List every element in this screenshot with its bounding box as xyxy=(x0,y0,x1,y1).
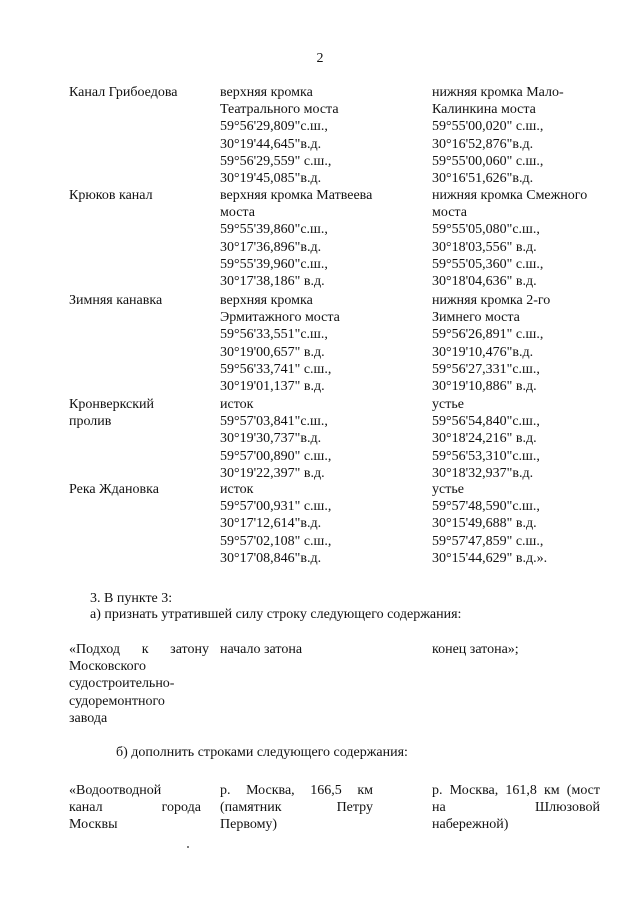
canal-end-cell xyxy=(432,396,617,482)
canal-start-cell xyxy=(220,187,415,290)
canal-start-line: 30°19'45,085"в.д. xyxy=(220,170,322,186)
removed-row-start-line: начало затона xyxy=(220,642,303,657)
point3-heading: 3. В пункте 3: xyxy=(90,591,173,606)
canal-end-line: 59°56'26,891" с.ш., xyxy=(432,327,544,343)
canal-end-line: 59°57'48,590"с.ш., xyxy=(432,499,540,515)
canal-end-line: устье xyxy=(432,482,464,497)
added-row-start xyxy=(220,782,373,834)
added-row-name xyxy=(69,782,201,834)
canal-end-cell xyxy=(432,481,617,567)
added-row-name-line: канал города xyxy=(69,800,201,816)
canal-end-line: нижняя кромка 2-го xyxy=(432,293,551,308)
removed-row-name-line: «Подход к затону xyxy=(69,642,209,657)
removed-row-start xyxy=(220,641,415,658)
canal-end-cell xyxy=(432,84,617,187)
canal-end-line: 59°55'00,020" с.ш., xyxy=(432,119,544,135)
canal-end-line: нижняя кромка Мало- xyxy=(432,85,564,100)
canal-name-cell xyxy=(69,292,209,309)
canal-start-line: 59°57'03,841"с.ш., xyxy=(220,414,328,430)
canal-end-line: 30°19'10,476"в.д. xyxy=(432,344,534,360)
canal-name-line: Зимняя канавка xyxy=(69,293,163,308)
canal-name-cell xyxy=(69,84,209,101)
canal-end-line: 30°15'44,629" в.д.». xyxy=(432,550,548,566)
canal-start-line: 30°19'44,645"в.д. xyxy=(220,136,322,152)
point3-b-text: б) дополнить строками следующего содержания: xyxy=(116,745,408,760)
canal-start-cell xyxy=(220,396,415,482)
removed-row-name xyxy=(69,641,209,727)
added-row-start-line: Первому) xyxy=(220,817,278,833)
canal-name-cell xyxy=(69,187,209,204)
canal-start-line: 30°17'38,186" в.д. xyxy=(220,273,325,289)
added-row-end-line: набережной) xyxy=(432,817,509,833)
canal-start-line: моста xyxy=(220,205,255,221)
canal-start-line: 59°56'33,551"с.ш., xyxy=(220,327,328,343)
canal-end-line: 59°56'54,840"с.ш., xyxy=(432,414,540,430)
canal-start-line: Эрмитажного моста xyxy=(220,310,340,326)
canal-end-line: 30°16'51,626"в.д. xyxy=(432,170,534,186)
canal-end-line: 30°16'52,876"в.д. xyxy=(432,136,534,152)
added-row-name-line: «Водоотводной xyxy=(69,783,162,798)
canal-end-line: 59°55'05,080"с.ш., xyxy=(432,222,540,238)
canal-start-line: 30°19'00,657" в.д. xyxy=(220,344,325,360)
removed-row-name-line: завода xyxy=(69,710,108,726)
canal-start-line: 30°17'08,846"в.д. xyxy=(220,550,322,566)
canal-name-line: пролив xyxy=(69,414,112,430)
removed-row-end xyxy=(432,641,617,658)
canal-start-cell xyxy=(220,481,415,567)
canal-end-line: устье xyxy=(432,397,464,412)
canal-end-line: 30°18'03,556" в.д. xyxy=(432,239,537,255)
canal-start-line: 30°17'36,896"в.д. xyxy=(220,239,322,255)
canal-start-line: исток xyxy=(220,482,254,497)
canal-name-line: Река Ждановка xyxy=(69,482,159,497)
canal-end-cell xyxy=(432,187,617,290)
canal-end-line: Зимнего моста xyxy=(432,310,520,326)
canal-start-line: 30°19'01,137" в.д. xyxy=(220,378,325,394)
removed-row-name-line: судостроительно- xyxy=(69,676,175,692)
removed-row-name-line: Московского xyxy=(69,659,146,675)
canal-start-line: 59°57'02,108" с.ш., xyxy=(220,533,332,549)
canal-end-line: 30°15'49,688" в.д. xyxy=(432,516,537,532)
canal-name-line: Кронверкский xyxy=(69,397,155,412)
canal-start-line: Театрального моста xyxy=(220,102,339,118)
removed-row-end-line: конец затона»; xyxy=(432,642,519,657)
point3-a-text: а) признать утратившей силу строку следующего содержания: xyxy=(90,607,462,622)
added-row-end-line: на Шлюзовой xyxy=(432,800,600,816)
canal-name-cell xyxy=(69,396,209,430)
canal-start-line: 59°55'39,860"с.ш., xyxy=(220,222,328,238)
added-row-start-line: (памятник Петру xyxy=(220,800,373,816)
canal-end-line: 59°55'05,360" с.ш., xyxy=(432,256,544,272)
canal-start-line: 59°56'29,809"с.ш., xyxy=(220,119,328,135)
canal-end-line: 59°56'27,331"с.ш., xyxy=(432,361,540,377)
canal-start-line: 59°55'39,960"с.ш., xyxy=(220,256,328,272)
canal-end-line: моста xyxy=(432,205,467,221)
added-row-end xyxy=(432,782,600,834)
canal-end-line: нижняя кромка Смежного xyxy=(432,188,588,203)
canal-name-line: Канал Грибоедова xyxy=(69,85,178,100)
canal-start-line: исток xyxy=(220,397,254,412)
added-row-end-line: р. Москва, 161,8 км (мост xyxy=(432,783,600,798)
canal-name-cell xyxy=(69,481,209,498)
canal-start-line: 30°17'12,614"в.д. xyxy=(220,516,322,532)
canal-end-line: Калинкина моста xyxy=(432,102,536,118)
scan-speck xyxy=(187,846,189,848)
canal-start-line: 59°56'33,741" с.ш., xyxy=(220,361,332,377)
canal-end-line: 59°57'47,859" с.ш., xyxy=(432,533,544,549)
canal-start-cell xyxy=(220,292,415,395)
canal-start-line: 59°57'00,931" с.ш., xyxy=(220,499,332,515)
canal-name-line: Крюков канал xyxy=(69,188,153,203)
added-row-start-line: р. Москва, 166,5 км xyxy=(220,783,373,798)
canal-start-line: верхняя кромка xyxy=(220,293,313,308)
removed-row-name-line: судоремонтного xyxy=(69,693,165,709)
canal-end-line: 59°55'00,060" с.ш., xyxy=(432,153,544,169)
canal-start-line: 59°56'29,559" с.ш., xyxy=(220,153,332,169)
canal-end-line: 30°18'04,636" в.д. xyxy=(432,273,537,289)
canal-end-cell xyxy=(432,292,617,395)
canal-end-line: 30°18'32,937"в.д. xyxy=(432,465,534,481)
canal-start-line: 30°19'30,737"в.д. xyxy=(220,431,322,447)
canal-end-line: 30°18'24,216" в.д. xyxy=(432,431,537,447)
canal-start-line: 30°19'22,397" в.д. xyxy=(220,465,325,481)
page-number: 2 xyxy=(316,51,324,66)
canal-start-line: верхняя кромка Матвеева xyxy=(220,188,373,203)
added-row-name-line: Москвы xyxy=(69,817,118,833)
canal-start-line: 59°57'00,890" с.ш., xyxy=(220,448,332,464)
canal-start-cell xyxy=(220,84,415,187)
canal-end-line: 59°56'53,310"с.ш., xyxy=(432,448,540,464)
canal-start-line: верхняя кромка xyxy=(220,85,313,100)
canal-end-line: 30°19'10,886" в.д. xyxy=(432,378,537,394)
